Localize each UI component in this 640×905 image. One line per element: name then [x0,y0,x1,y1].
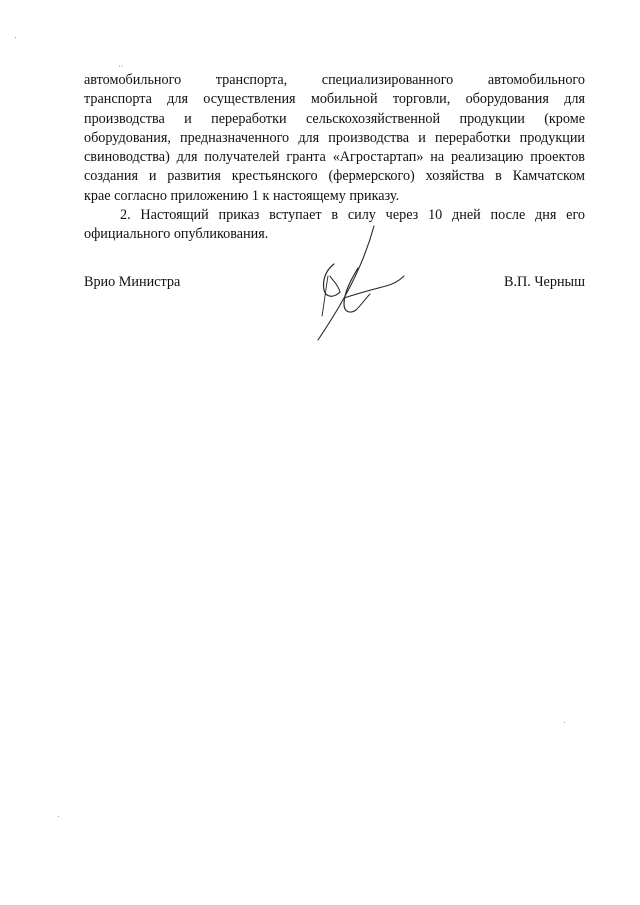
scan-speck [58,816,59,817]
paragraph-1-line: создания и развития крестьянского (фермерского) хозяйства в Камчатском [84,168,585,185]
paragraph-1-last-line: крае согласно приложению 1 к настоящему приказу. [84,187,400,204]
paragraph-1-line: производства и переработки сельскохозяйственной продукции (кроме [84,110,585,127]
top-mark: ·· [118,62,124,71]
signatory-position: Врио Министра [84,274,181,290]
paragraph-1 [84,71,585,206]
signatory-name: В.П. Черныш [503,274,585,290]
paragraph-1-line: оборудования, предназначенного для производства и переработки продукции [84,129,585,146]
scan-speck [564,722,565,723]
paragraph-1-line: свиноводства) для получателей гранта «Агростартап» на реализацию проектов [84,149,585,166]
paragraph-1-line: транспорта для осуществления мобильной торговли, оборудования для [84,91,585,108]
handwritten-signature [300,218,420,348]
paragraph-1-line: автомобильного транспорта, специализированного автомобильного [84,72,585,88]
paragraph-2-line: 2. Настоящий приказ вступает в силу через 10 дней после дня его [120,207,585,224]
paragraph-2-last-line: официального опубликования. [84,226,269,243]
scan-speck [15,37,16,38]
